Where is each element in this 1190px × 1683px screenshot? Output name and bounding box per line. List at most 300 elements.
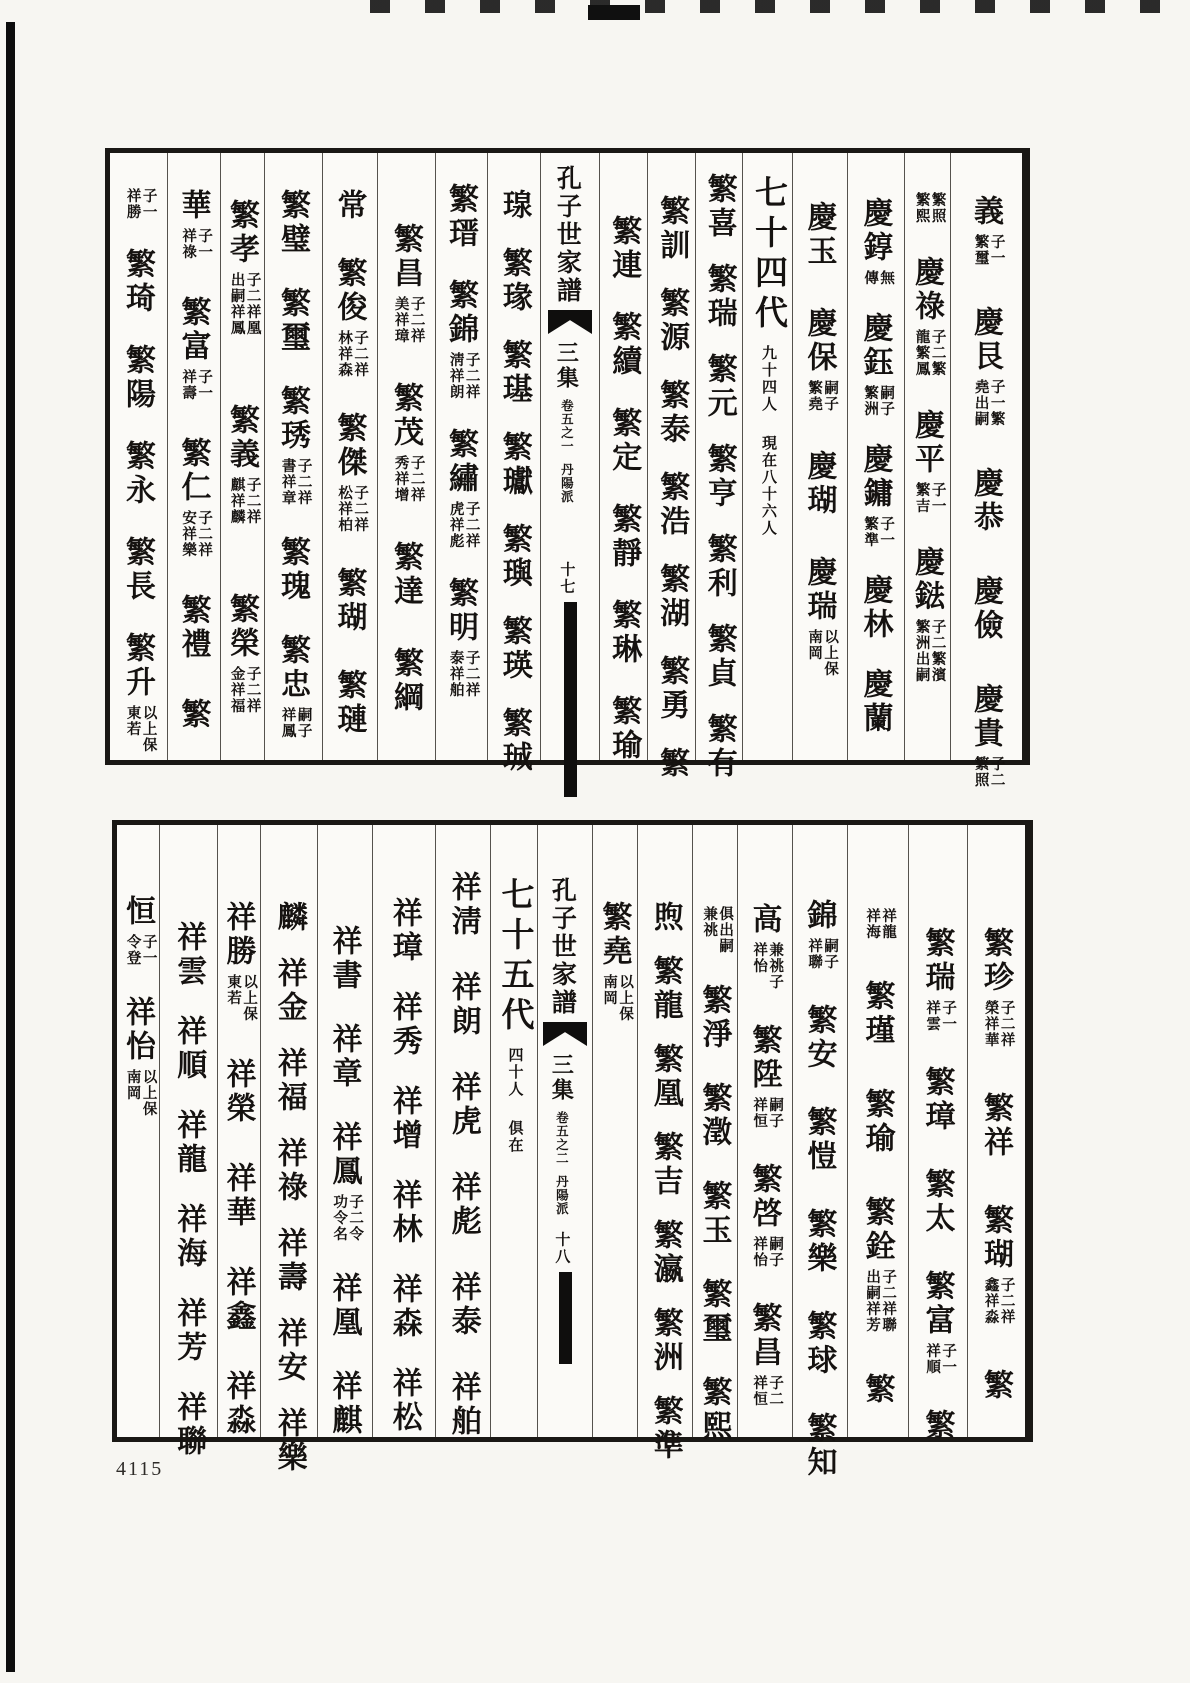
children-annotation: [336, 485, 368, 533]
children-annotation: [862, 270, 894, 286]
children-annotation: [751, 1375, 783, 1407]
genealogy-column: [792, 153, 847, 760]
person-name: 慶艮: [968, 306, 1002, 374]
genealogy-entry: [497, 523, 531, 591]
genealogy-entry: [858, 574, 892, 642]
genealogy-entry: [702, 623, 736, 691]
genealogy-entry: [607, 215, 641, 283]
person-name: 祥海: [172, 1203, 206, 1271]
person-name: 煦: [648, 901, 682, 935]
person-name: 繁瑞: [702, 263, 736, 331]
annotation-right-column: 俱出嗣: [717, 906, 734, 954]
genealogy-entry: [802, 1412, 836, 1480]
genealogy-column: [487, 153, 540, 775]
annotation-right-column: 以上保: [617, 974, 634, 1022]
column-flow: [172, 825, 206, 1459]
genealogy-entry: [327, 1121, 364, 1242]
genealogy-entry: [327, 1272, 361, 1340]
person-name: 繁玉: [697, 1180, 731, 1248]
annotation-right-column: 子二祥: [408, 455, 425, 503]
genealogy-entry: [224, 404, 261, 525]
person-name: 繁貞: [702, 623, 736, 691]
person-name: 繁明: [443, 577, 477, 645]
genealogy-entry: [387, 991, 421, 1059]
genealogy-entry: [860, 1088, 894, 1156]
person-name: 繁瑚: [332, 567, 366, 635]
annotation-left-column: 麒祥麟: [228, 477, 245, 525]
genealogy-entry: [858, 668, 892, 736]
branch-label: 丹陽派: [554, 1175, 569, 1216]
person-name: 繁亨: [702, 443, 736, 511]
genealogy-entry: [388, 382, 425, 503]
genealogy-entry: [176, 296, 213, 401]
annotation-right-column: 子一: [940, 1343, 957, 1375]
children-annotation: [924, 1000, 956, 1032]
person-name: 祥安: [272, 1317, 306, 1385]
genealogy-entry: [446, 971, 480, 1039]
annotation-right-column: 子二祥: [244, 477, 261, 525]
genealogy-entry: [802, 1004, 836, 1072]
annotation-left-column: 祥壽: [180, 369, 197, 401]
genealogy-entry: [387, 1085, 421, 1153]
genealogy-entry: [387, 1179, 421, 1247]
genealogy-entry: [909, 256, 946, 377]
person-name: 祥壽: [272, 1227, 306, 1295]
person-name: 繁昌: [388, 223, 422, 291]
genealogy-entry: [446, 1271, 480, 1339]
genealogy-entry: [860, 1196, 897, 1333]
genealogy-column: [435, 153, 487, 760]
person-name: 繁長: [120, 536, 154, 604]
genealogy-entry: [607, 503, 641, 571]
genealogy-entry: [909, 546, 946, 683]
annotation-right-column: 子一: [196, 369, 213, 401]
spine-bar-icon: [564, 602, 577, 797]
genealogy-entry: [497, 615, 531, 683]
annotation-right-column: 無: [878, 270, 895, 286]
person-name: 祥增: [387, 1085, 421, 1153]
annotation-left-column: 祥鳳: [279, 707, 296, 739]
page-number: 4115: [116, 1458, 164, 1480]
annotation-right-column: 子一: [196, 228, 213, 260]
annotation-left-column: 書祥章: [279, 458, 296, 506]
person-name: 繁勇: [655, 655, 689, 723]
genealogy-entry: [607, 407, 641, 475]
person-name: 錦: [802, 899, 836, 933]
annotation-left-column: 祥恒: [751, 1097, 768, 1129]
person-name: 祥芳: [172, 1297, 206, 1365]
annotation-left-column: 繁照: [972, 756, 989, 788]
genealogy-frame-top: [105, 148, 1030, 788]
person-name: 繁俊: [332, 257, 366, 325]
genealogy-entry: [860, 980, 894, 1048]
annotation-right-column: 子二令: [347, 1194, 364, 1242]
genealogy-entry: [443, 279, 480, 400]
binding-mark-artifact: [588, 5, 640, 20]
children-annotation: [864, 1269, 896, 1333]
genealogy-entry: [275, 536, 309, 604]
annotation-left-column: 繁璽: [972, 234, 989, 266]
genealogy-entry: [968, 683, 1005, 788]
person-name: 義: [968, 195, 1002, 229]
annotation-right-column: 嗣子: [822, 380, 839, 412]
genealogy-column: [692, 825, 737, 1444]
annotation-left-column: 泰祥舶: [447, 650, 464, 698]
genealogy-column: [647, 153, 695, 781]
genealogy-entry: [978, 1092, 1012, 1160]
children-annotation: [393, 455, 425, 503]
person-name: 祥樂: [272, 1407, 306, 1475]
genealogy-entry: [275, 634, 312, 739]
genealogy-entry: [172, 1391, 206, 1459]
annotation-right-column: 嗣子: [767, 1236, 784, 1268]
genealogy-entry: [497, 431, 531, 499]
children-annotation: [125, 1069, 157, 1117]
genealogy-entry: [802, 899, 839, 970]
person-name: 繁定: [607, 407, 641, 475]
person-name: 繁喜: [702, 173, 736, 241]
person-name: 祥松: [387, 1367, 421, 1435]
person-name: 繁瑞: [920, 927, 954, 995]
annotation-right-column: 以上保: [140, 1069, 157, 1117]
volume-label: 卷五之二: [554, 1111, 569, 1165]
person-name: 繁綱: [388, 647, 422, 715]
annotation-entry: [864, 903, 897, 940]
person-name: 繁琇: [275, 385, 309, 453]
person-name: 繁連: [607, 215, 641, 283]
genealogy-entry: [747, 1024, 784, 1129]
children-annotation: [914, 329, 946, 377]
genealogy-entry: [802, 1106, 836, 1174]
genealogy-entry: [275, 385, 312, 506]
genealogy-column: [540, 153, 599, 760]
annotation-right-column: 嗣子: [295, 707, 312, 739]
annotation-left-column: 淸祥朗: [447, 352, 464, 400]
person-name: 繁瑛: [497, 615, 531, 683]
annotation-left-column: 繁堯: [806, 380, 823, 412]
collection-label: 三集: [554, 341, 580, 391]
person-name: 祥福: [272, 1047, 306, 1115]
genealogy-entry: [920, 1066, 954, 1134]
person-name: 祥麒: [327, 1370, 361, 1438]
person-name: 繁榮: [224, 593, 258, 661]
annotation-right-column: 子一: [878, 516, 895, 548]
genealogy-entry: [176, 189, 213, 260]
person-name: 繁啓: [747, 1163, 781, 1231]
person-name: 祥華: [221, 1162, 255, 1230]
genealogy-entry: [224, 593, 261, 714]
genealogy-column: [904, 153, 950, 760]
header-spacer: [513, 1037, 515, 1047]
person-name: 繁珹: [497, 707, 531, 775]
person-name: 繁靜: [607, 503, 641, 571]
column-flow: [697, 825, 734, 1444]
person-name: 繁愷: [802, 1106, 836, 1174]
person-name: 祥虎: [446, 1071, 480, 1139]
fishtail-icon: [548, 310, 592, 334]
generation-count: 四十人: [506, 1047, 523, 1098]
person-name: 繁仁: [176, 437, 210, 505]
genealogy-entry: [858, 197, 895, 286]
person-name: 繁繡: [443, 428, 477, 496]
person-name: 繁銓: [860, 1196, 894, 1264]
genealogy-entry: [275, 189, 309, 257]
person-name: 繁升: [120, 632, 154, 700]
annotation-right-column: 子二繁: [929, 329, 946, 377]
person-name: 繁達: [388, 541, 422, 609]
annotation-left-column: 南岡: [601, 974, 618, 1006]
spine-column-content: [553, 165, 581, 797]
spine-column-content: [548, 877, 576, 1364]
annotation-left-column: 堯出嗣: [972, 379, 989, 427]
column-flow: [496, 825, 533, 1437]
children-annotation: [448, 650, 480, 698]
children-annotation: [601, 974, 633, 1022]
genealogy-entry: [120, 248, 154, 316]
genealogy-entry: [978, 927, 1015, 1048]
genealogy-entry: [120, 344, 154, 412]
genealogy-entry: [272, 1137, 306, 1205]
genealogy-entry: [332, 412, 369, 533]
person-name: 祥龍: [172, 1109, 206, 1177]
genealogy-entry: [327, 1023, 361, 1091]
children-annotation: [983, 1000, 1015, 1048]
person-name: 繁元: [702, 353, 736, 421]
spine-spacer: [560, 1216, 562, 1232]
annotation-left-column: 東若: [124, 705, 141, 737]
children-annotation: [180, 369, 212, 401]
genealogy-entry: [697, 1376, 731, 1444]
children-annotation: [331, 1194, 363, 1242]
person-name: 繁茂: [388, 382, 422, 450]
genealogy-entry: [702, 533, 736, 601]
annotation-left-column: 南岡: [124, 1069, 141, 1101]
genealogy-column: [490, 825, 537, 1437]
annotation-right-column: 以上保: [140, 705, 157, 753]
genealogy-entry: [697, 1082, 731, 1150]
genealogy-entry: [446, 871, 480, 939]
person-name: 繁源: [655, 287, 689, 355]
genealogy-entry: [697, 1278, 731, 1346]
annotation-left-column: 祥怡: [751, 942, 768, 974]
person-name: 慶林: [858, 574, 892, 642]
annotation-left-column: 虎祥彪: [447, 501, 464, 549]
person-name: 繁: [920, 1409, 954, 1443]
genealogy-entry: [221, 1058, 255, 1126]
annotation-left-column: 林祥森: [336, 330, 353, 378]
genealogy-column: [167, 153, 220, 760]
person-name: 祥彪: [446, 1171, 480, 1239]
annotation-right-column: 兼祧子: [767, 942, 784, 990]
genealogy-entry: [221, 1162, 255, 1230]
column-flow: [327, 825, 363, 1437]
children-annotation: [701, 906, 733, 954]
annotation-right-column: 子一: [140, 188, 157, 220]
genealogy-entry: [332, 189, 366, 223]
person-name: 繁訓: [655, 195, 689, 263]
generation-count: 九十四人: [759, 345, 776, 413]
column-flow: [607, 153, 641, 763]
person-name: 繁淨: [697, 984, 731, 1052]
genealogy-entry: [446, 1171, 480, 1239]
annotation-left-column: 祥祿: [180, 228, 197, 260]
person-name: 繁瓛: [497, 431, 531, 499]
person-name: 慶恭: [968, 467, 1002, 535]
person-name: 繁球: [802, 1310, 836, 1378]
genealogy-entry: [655, 379, 689, 447]
genealogy-entry: [702, 263, 736, 331]
person-name: 慶祿: [909, 256, 943, 324]
person-name: 祥秀: [387, 991, 421, 1059]
annotation-left-column: 繁吉: [913, 482, 930, 514]
person-name: 繁凰: [648, 1043, 682, 1111]
genealogy-column: [695, 153, 742, 781]
genealogy-entry: [120, 895, 157, 966]
person-name: 繁堯: [597, 901, 631, 969]
genealogy-entry: [172, 1015, 206, 1083]
genealogy-entry: [272, 957, 306, 1025]
annotation-left-column: 祥聯: [806, 938, 823, 970]
annotation-entry: [701, 901, 734, 954]
person-name: 祥鑫: [221, 1266, 255, 1334]
annotation-left-column: 祥海: [864, 908, 881, 940]
annotation-entry: [913, 187, 946, 224]
annotation-right-column: 子二祥: [196, 510, 213, 558]
genealogy-entry: [387, 1273, 421, 1341]
genealogy-entry: [648, 1219, 682, 1287]
genealogy-entry: [327, 925, 361, 993]
genealogy-entry: [497, 189, 531, 223]
person-name: 繁樂: [802, 1208, 836, 1276]
annotation-left-column: 繁洲出嗣: [913, 619, 930, 683]
genealogy-column: [377, 153, 435, 760]
genealogy-entry: [920, 1270, 957, 1375]
genealogy-entry: [655, 471, 689, 539]
annotation-right-column: 子二祥: [352, 485, 369, 533]
children-annotation: [862, 516, 894, 548]
person-name: 瑔: [497, 189, 531, 223]
annotation-right-column: 嗣子: [767, 1097, 784, 1129]
person-name: 慶鈺: [858, 312, 892, 380]
genealogy-entry: [655, 747, 689, 781]
person-name: 祥順: [172, 1015, 206, 1083]
genealogy-column: [317, 825, 372, 1437]
genealogy-entry: [327, 1370, 361, 1438]
children-annotation: [125, 705, 157, 753]
genealogy-column: [322, 153, 377, 760]
children-annotation: [229, 272, 261, 336]
genealogy-entry: [332, 669, 366, 737]
person-name: 慶貴: [968, 683, 1002, 751]
column-flow: [332, 153, 368, 760]
children-annotation: [393, 296, 425, 344]
annotation-left-column: 祥雲: [924, 1000, 941, 1032]
column-flow: [387, 825, 421, 1437]
person-name: 繁瑨: [443, 183, 477, 251]
person-name: 慶鍅: [909, 546, 943, 614]
person-name: 祥聯: [172, 1391, 206, 1459]
genealogy-column: [847, 825, 908, 1437]
generation-heading: 七十五代: [496, 877, 533, 1037]
genealogy-entry: [224, 199, 261, 336]
genealogy-entry: [858, 312, 895, 417]
person-name: 繁琦: [120, 248, 154, 316]
genealogy-column: [599, 153, 647, 763]
genealogy-entry: [648, 955, 682, 1023]
genealogy-entry: [607, 599, 641, 667]
column-flow: [224, 153, 260, 760]
children-annotation: [751, 1097, 783, 1129]
genealogy-column: [372, 825, 435, 1437]
person-name: 繁錦: [443, 279, 477, 347]
genealogy-column: [908, 825, 967, 1443]
person-name: 繁知: [802, 1412, 836, 1480]
annotation-right-column: 子一: [988, 234, 1005, 266]
genealogy-entry: [747, 1163, 784, 1268]
annotation-left-column: 鑫祥淼: [982, 1277, 999, 1325]
annotation-right-column: 子二祥: [295, 458, 312, 506]
genealogy-entry: [272, 1227, 306, 1295]
genealogy-entry: [120, 440, 154, 508]
annotation-right-column: 子二祥: [463, 501, 480, 549]
genealogy-entry: [607, 695, 641, 763]
genealogy-entry: [968, 575, 1002, 643]
annotation-left-column: 龍繁鳳: [913, 329, 930, 377]
person-name: 華: [176, 189, 210, 223]
person-name: 慶瑞: [802, 556, 836, 624]
column-flow: [920, 825, 957, 1443]
genealogy-column: [159, 825, 217, 1459]
annotation-right-column: 子二祥: [408, 296, 425, 344]
person-name: 繁忠: [275, 634, 309, 702]
genealogy-entry: [176, 594, 210, 662]
annotation-left-column: 松祥柏: [336, 485, 353, 533]
genealogy-entry: [909, 409, 946, 514]
genealogy-entry: [446, 1371, 480, 1439]
person-name: 繁: [860, 1373, 894, 1407]
genealogy-entry: [802, 201, 836, 269]
column-flow: [497, 153, 531, 775]
column-flow: [802, 825, 839, 1480]
annotation-right-column: 子二繁濱: [929, 619, 946, 683]
annotation-right-column: 子二: [767, 1375, 784, 1407]
volume-label: 卷五之一: [559, 399, 574, 453]
header-spacer: [767, 413, 769, 435]
children-annotation: [973, 379, 1005, 427]
person-name: 繁陞: [747, 1024, 781, 1092]
person-name: 繁珍: [978, 927, 1012, 995]
children-annotation: [983, 1277, 1015, 1325]
annotation-left-column: 繁準: [862, 516, 879, 548]
children-annotation: [448, 501, 480, 549]
genealogy-entry: [702, 353, 736, 421]
column-flow: [702, 153, 736, 781]
genealogy-column: [847, 153, 904, 760]
person-name: 祥淼: [221, 1370, 255, 1438]
person-name: 繁璧: [275, 189, 309, 257]
annotation-left-column: 東若: [225, 974, 242, 1006]
column-flow: [978, 825, 1014, 1437]
person-name: 繁陽: [120, 344, 154, 412]
person-name: 繁昌: [747, 1302, 781, 1370]
person-name: 祥鳳: [327, 1121, 361, 1189]
person-name: 祥朗: [446, 971, 480, 1039]
genealogy-entry: [332, 567, 366, 635]
person-name: 繁傑: [332, 412, 366, 480]
book-title: 孔子世家譜: [548, 877, 576, 1017]
header-spacer: [767, 335, 769, 345]
genealogy-entry: [446, 1071, 480, 1139]
